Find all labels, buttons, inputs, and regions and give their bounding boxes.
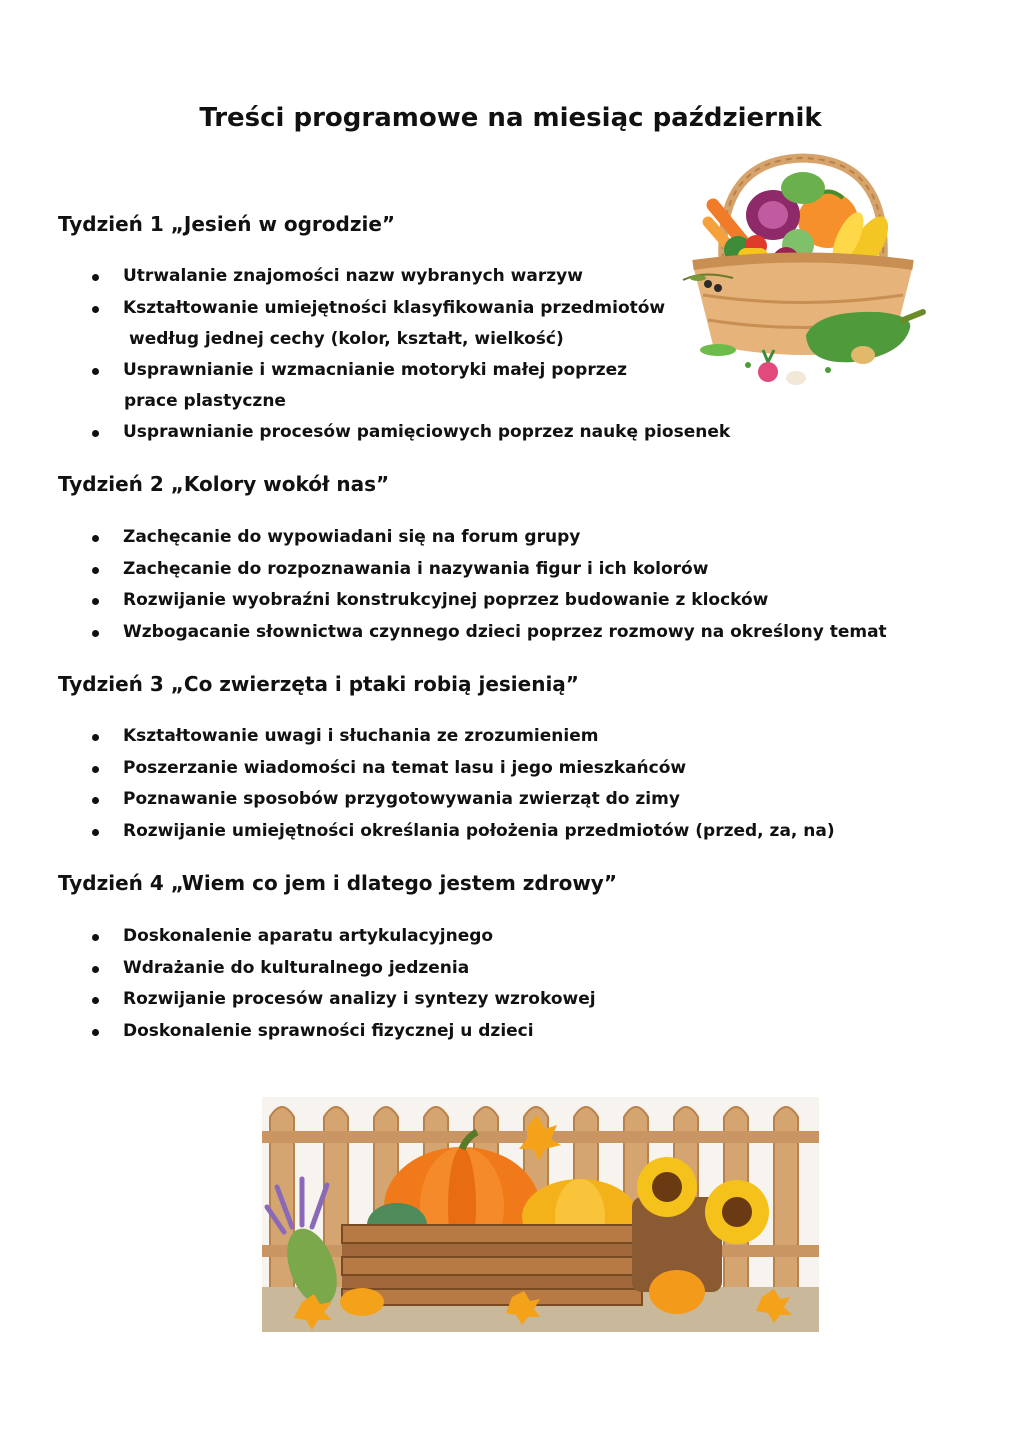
week-1-list xyxy=(92,261,730,448)
list-item xyxy=(92,293,730,355)
list-item-line: Usprawnianie i wzmacnianie motoryki małej poprzez xyxy=(123,359,628,380)
list-item: Kształtowanie uwagi i słuchania ze zrozumieniem xyxy=(92,721,835,753)
week-3-list xyxy=(92,721,835,847)
page-title: Treści programowe na miesiąc październik xyxy=(199,103,822,134)
list-item: Rozwijanie umiejętności określania położenia przedmiotów (przed, za, na) xyxy=(92,816,835,848)
week-2-list xyxy=(92,522,887,648)
list-item: Zachęcanie do rozpoznawania i nazywania figur i ich kolorów xyxy=(92,554,887,586)
list-item: Wdrażanie do kulturalnego jedzenia xyxy=(92,953,596,985)
week-4-heading: Tydzień 4 „Wiem co jem i dlatego jestem zdrowy” xyxy=(58,871,617,895)
week-4-list xyxy=(92,921,596,1047)
list-item: Wzbogacanie słownictwa czynnego dzieci poprzez rozmowy na określony temat xyxy=(92,617,887,649)
list-item: Rozwijanie wyobraźni konstrukcyjnej poprzez budowanie z klocków xyxy=(92,585,887,617)
week-1-heading: Tydzień 1 „Jesień w ogrodzie” xyxy=(58,212,396,236)
list-item: Usprawnianie procesów pamięciowych poprzez naukę piosenek xyxy=(92,417,730,449)
list-item-line: prace plastyczne xyxy=(124,390,286,411)
autumn-garden-icon xyxy=(262,1097,819,1332)
list-item: Zachęcanie do wypowiadani się na forum grupy xyxy=(92,522,887,554)
list-item xyxy=(92,355,730,417)
list-item-line: według jednej cechy (kolor, kształt, wielkość) xyxy=(129,328,564,349)
list-item: Poszerzanie wiadomości na temat lasu i jego mieszkańców xyxy=(92,753,835,785)
list-item: Doskonalenie sprawności fizycznej u dzieci xyxy=(92,1016,596,1048)
week-2-heading: Tydzień 2 „Kolory wokół nas” xyxy=(58,472,390,496)
list-item: Doskonalenie aparatu artykulacyjnego xyxy=(92,921,596,953)
list-item-line: Kształtowanie umiejętności klasyfikowania przedmiotów xyxy=(123,297,666,318)
list-item: Rozwijanie procesów analizy i syntezy wzrokowej xyxy=(92,984,596,1016)
list-item: Poznawanie sposobów przygotowywania zwierząt do zimy xyxy=(92,784,835,816)
vegetable-basket-icon xyxy=(678,150,928,395)
week-3-heading: Tydzień 3 „Co zwierzęta i ptaki robią jesienią” xyxy=(58,672,579,696)
list-item: Utrwalanie znajomości nazw wybranych warzyw xyxy=(92,261,730,293)
